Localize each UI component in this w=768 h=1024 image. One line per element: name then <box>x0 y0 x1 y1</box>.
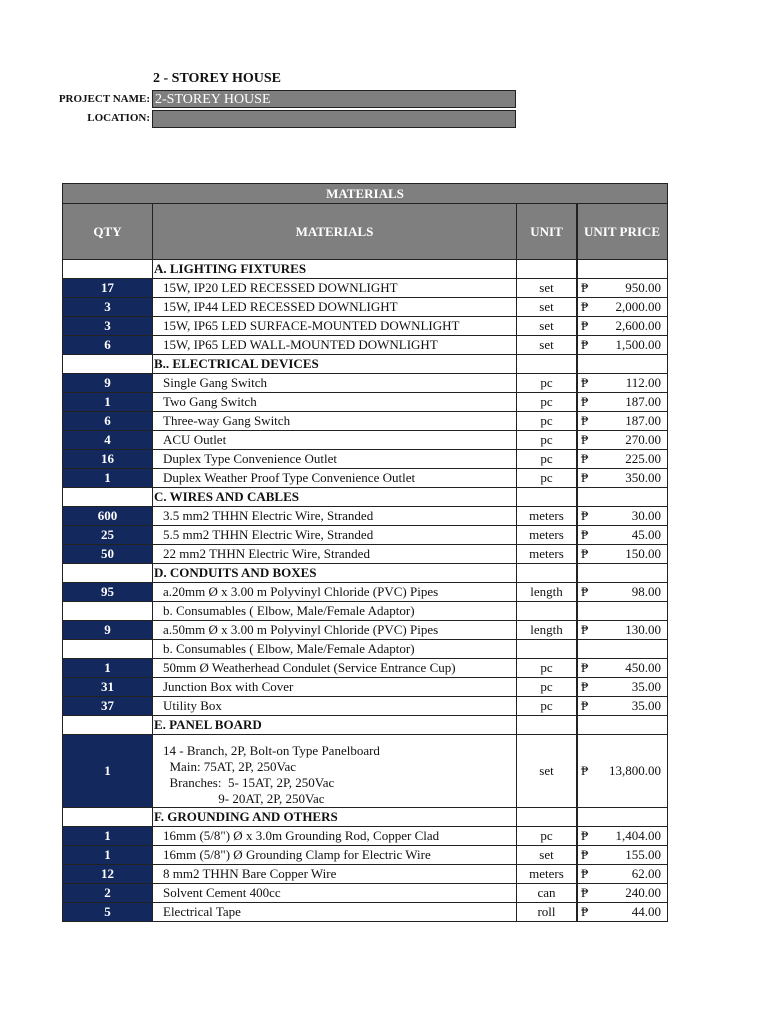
material-description: 8 mm2 THHN Bare Copper Wire <box>153 865 517 883</box>
qty-cell: 37 <box>63 697 153 715</box>
unit-price-value: 2,600.00 <box>615 318 661 333</box>
price-cell <box>578 298 666 316</box>
qty-column-header: QTY <box>63 204 153 259</box>
table-row <box>63 374 667 393</box>
qty-cell: 6 <box>63 336 153 354</box>
material-description: 15W, IP44 LED RECESSED DOWNLIGHT <box>153 298 517 316</box>
table-row <box>63 279 667 298</box>
material-description: b. Consumables ( Elbow, Male/Female Adaptor) <box>153 602 517 620</box>
material-description: Junction Box with Cover <box>153 678 517 696</box>
unit-cell <box>517 564 578 582</box>
section-row <box>63 716 667 735</box>
currency-symbol: ₱ <box>581 337 589 352</box>
unit-price-value: 950.00 <box>625 280 661 295</box>
unit-cell: set <box>517 279 578 297</box>
price-cell <box>578 621 666 639</box>
unit-cell <box>517 640 578 658</box>
price-cell <box>578 374 666 392</box>
unit-price-value: 112.00 <box>625 375 661 390</box>
table-row <box>63 735 667 808</box>
document-title: 2 - STOREY HOUSE <box>153 71 281 86</box>
section-label: D. CONDUITS AND BOXES <box>153 564 517 582</box>
currency-symbol: ₱ <box>581 318 589 333</box>
currency-symbol: ₱ <box>581 828 589 843</box>
unit-cell: pc <box>517 393 578 411</box>
currency-symbol: ₱ <box>581 763 589 778</box>
price-cell <box>578 716 666 734</box>
unit-cell: pc <box>517 412 578 430</box>
unit-column-header: UNIT <box>517 204 578 259</box>
table-row <box>63 827 667 846</box>
table-row <box>63 393 667 412</box>
unit-price-value: 13,800.00 <box>609 763 661 778</box>
table-row <box>63 640 667 659</box>
section-row <box>63 355 667 374</box>
unit-cell: length <box>517 621 578 639</box>
qty-cell: 1 <box>63 846 153 864</box>
unit-cell: pc <box>517 374 578 392</box>
price-cell <box>578 317 666 335</box>
currency-symbol: ₱ <box>581 660 589 675</box>
currency-symbol: ₱ <box>581 546 589 561</box>
table-row <box>63 846 667 865</box>
qty-cell: 25 <box>63 526 153 544</box>
material-description-line: Branches: 5- 15AT, 2P, 250Vac <box>163 775 335 790</box>
currency-symbol: ₱ <box>581 508 589 523</box>
material-description: Utility Box <box>153 697 517 715</box>
price-cell <box>578 808 666 826</box>
table-row <box>63 678 667 697</box>
unit-cell: pc <box>517 431 578 449</box>
project-name-label: PROJECT NAME: <box>58 93 150 105</box>
unit-price-value: 2,000.00 <box>615 299 661 314</box>
unit-price-value: 1,500.00 <box>615 337 661 352</box>
qty-cell: 31 <box>63 678 153 696</box>
material-description: a.20mm Ø x 3.00 m Polyvinyl Chloride (PVC) Pipes <box>153 583 517 601</box>
materials-table <box>62 183 668 922</box>
table-row <box>63 621 667 640</box>
qty-cell: 1 <box>63 469 153 487</box>
unit-cell <box>517 355 578 373</box>
unit-price-value: 270.00 <box>625 432 661 447</box>
unit-cell: can <box>517 884 578 902</box>
qty-cell: 1 <box>63 659 153 677</box>
price-cell <box>578 507 666 525</box>
material-description: 5.5 mm2 THHN Electric Wire, Stranded <box>153 526 517 544</box>
price-cell <box>578 827 666 845</box>
qty-cell <box>63 716 153 734</box>
currency-symbol: ₱ <box>581 679 589 694</box>
currency-symbol: ₱ <box>581 622 589 637</box>
project-name-field[interactable]: 2-STOREY HOUSE <box>152 90 516 108</box>
material-description: Electrical Tape <box>153 903 517 921</box>
unit-cell: meters <box>517 507 578 525</box>
unit-cell: pc <box>517 469 578 487</box>
unit-cell: set <box>517 735 578 807</box>
currency-symbol: ₱ <box>581 280 589 295</box>
price-cell <box>578 865 666 883</box>
currency-symbol: ₱ <box>581 375 589 390</box>
material-description: Two Gang Switch <box>153 393 517 411</box>
unit-cell: meters <box>517 526 578 544</box>
qty-cell: 95 <box>63 583 153 601</box>
unit-cell: roll <box>517 903 578 921</box>
qty-cell: 4 <box>63 431 153 449</box>
qty-cell: 5 <box>63 903 153 921</box>
qty-cell <box>63 808 153 826</box>
price-cell <box>578 336 666 354</box>
price-cell <box>578 697 666 715</box>
qty-cell <box>63 640 153 658</box>
table-row <box>63 884 667 903</box>
table-row <box>63 602 667 621</box>
section-label: C. WIRES AND CABLES <box>153 488 517 506</box>
table-row <box>63 865 667 884</box>
unit-price-value: 98.00 <box>631 584 661 599</box>
section-label: A. LIGHTING FIXTURES <box>153 260 517 278</box>
unit-price-value: 44.00 <box>631 904 661 919</box>
table-row <box>63 317 667 336</box>
materials-band: MATERIALS <box>63 183 667 204</box>
material-description: Duplex Type Convenience Outlet <box>153 450 517 468</box>
qty-cell: 17 <box>63 279 153 297</box>
price-cell <box>578 846 666 864</box>
qty-cell: 1 <box>63 393 153 411</box>
unit-price-value: 225.00 <box>625 451 661 466</box>
currency-symbol: ₱ <box>581 885 589 900</box>
material-description-line: 9- 20AT, 2P, 250Vac <box>163 791 325 806</box>
currency-symbol: ₱ <box>581 584 589 599</box>
qty-cell <box>63 260 153 278</box>
material-description: Single Gang Switch <box>153 374 517 392</box>
material-description: b. Consumables ( Elbow, Male/Female Adaptor) <box>153 640 517 658</box>
table-row <box>63 697 667 716</box>
unit-cell: pc <box>517 678 578 696</box>
material-description: Solvent Cement 400cc <box>153 884 517 902</box>
table-row <box>63 526 667 545</box>
price-cell <box>578 602 666 620</box>
material-description: 22 mm2 THHN Electric Wire, Stranded <box>153 545 517 563</box>
currency-symbol: ₱ <box>581 451 589 466</box>
unit-price-value: 30.00 <box>631 508 661 523</box>
unit-price-value: 35.00 <box>631 698 661 713</box>
material-description: 3.5 mm2 THHN Electric Wire, Stranded <box>153 507 517 525</box>
unit-cell: meters <box>517 545 578 563</box>
table-row <box>63 903 667 922</box>
price-cell <box>578 640 666 658</box>
unit-price-value: 62.00 <box>631 866 661 881</box>
unit-cell: pc <box>517 659 578 677</box>
unit-price-value: 45.00 <box>631 527 661 542</box>
qty-cell: 50 <box>63 545 153 563</box>
table-row <box>63 298 667 317</box>
price-cell <box>578 431 666 449</box>
unit-cell: pc <box>517 827 578 845</box>
unit-cell <box>517 716 578 734</box>
table-row <box>63 336 667 355</box>
unit-cell: set <box>517 336 578 354</box>
currency-symbol: ₱ <box>581 698 589 713</box>
unit-cell: meters <box>517 865 578 883</box>
section-label: E. PANEL BOARD <box>153 716 517 734</box>
section-label: B.. ELECTRICAL DEVICES <box>153 355 517 373</box>
unit-price-value: 350.00 <box>625 470 661 485</box>
qty-cell: 12 <box>63 865 153 883</box>
qty-cell: 16 <box>63 450 153 468</box>
qty-cell: 9 <box>63 374 153 392</box>
price-cell <box>578 884 666 902</box>
table-row <box>63 545 667 564</box>
unit-cell <box>517 488 578 506</box>
column-header-row <box>63 204 667 260</box>
price-cell <box>578 903 666 921</box>
price-cell <box>578 659 666 677</box>
section-row <box>63 260 667 279</box>
price-cell <box>578 355 666 373</box>
qty-cell: 3 <box>63 298 153 316</box>
qty-cell: 1 <box>63 735 153 807</box>
unit-price-value: 155.00 <box>625 847 661 862</box>
unit-price-value: 1,404.00 <box>615 828 661 843</box>
currency-symbol: ₱ <box>581 847 589 862</box>
qty-cell: 1 <box>63 827 153 845</box>
material-description: 16mm (5/8") Ø x 3.0m Grounding Rod, Copper Clad <box>153 827 517 845</box>
qty-cell: 2 <box>63 884 153 902</box>
qty-cell: 6 <box>63 412 153 430</box>
price-cell <box>578 393 666 411</box>
unit-cell <box>517 260 578 278</box>
material-description: 16mm (5/8") Ø Grounding Clamp for Electric Wire <box>153 846 517 864</box>
unit-cell: pc <box>517 450 578 468</box>
price-cell <box>578 526 666 544</box>
currency-symbol: ₱ <box>581 413 589 428</box>
material-description: Duplex Weather Proof Type Convenience Outlet <box>153 469 517 487</box>
section-row <box>63 488 667 507</box>
table-row <box>63 659 667 678</box>
currency-symbol: ₱ <box>581 432 589 447</box>
table-row <box>63 469 667 488</box>
table-row <box>63 583 667 602</box>
table-body <box>63 260 667 922</box>
material-description: 50mm Ø Weatherhead Condulet (Service Entrance Cup) <box>153 659 517 677</box>
table-row <box>63 412 667 431</box>
qty-cell: 600 <box>63 507 153 525</box>
unit-price-value: 450.00 <box>625 660 661 675</box>
section-row <box>63 564 667 583</box>
material-description-line: 14 - Branch, 2P, Bolt-on Type Panelboard <box>163 743 380 758</box>
material-description: ACU Outlet <box>153 431 517 449</box>
currency-symbol: ₱ <box>581 394 589 409</box>
unit-cell: set <box>517 298 578 316</box>
unit-price-value: 240.00 <box>625 885 661 900</box>
unit-cell: set <box>517 317 578 335</box>
unit-cell <box>517 602 578 620</box>
material-description <box>153 735 517 807</box>
unit-cell: length <box>517 583 578 601</box>
price-cell <box>578 735 666 807</box>
materials-column-header: MATERIALS <box>153 204 517 259</box>
price-cell <box>578 412 666 430</box>
qty-cell <box>63 564 153 582</box>
material-description: 15W, IP65 LED WALL-MOUNTED DOWNLIGHT <box>153 336 517 354</box>
price-cell <box>578 469 666 487</box>
price-cell <box>578 279 666 297</box>
material-description-line: Main: 75AT, 2P, 250Vac <box>163 759 297 774</box>
price-cell <box>578 564 666 582</box>
price-cell <box>578 545 666 563</box>
qty-cell <box>63 602 153 620</box>
currency-symbol: ₱ <box>581 470 589 485</box>
currency-symbol: ₱ <box>581 904 589 919</box>
location-field[interactable] <box>152 110 516 128</box>
unit-price-value: 150.00 <box>625 546 661 561</box>
unit-price-value: 187.00 <box>625 394 661 409</box>
currency-symbol: ₱ <box>581 527 589 542</box>
unit-price-column-header: UNIT PRICE <box>584 223 660 239</box>
unit-price-value: 130.00 <box>625 622 661 637</box>
unit-price-value: 35.00 <box>631 679 661 694</box>
currency-symbol: ₱ <box>581 299 589 314</box>
unit-cell <box>517 808 578 826</box>
qty-cell: 9 <box>63 621 153 639</box>
material-description: 15W, IP20 LED RECESSED DOWNLIGHT <box>153 279 517 297</box>
unit-cell: pc <box>517 697 578 715</box>
table-row <box>63 431 667 450</box>
section-label: F. GROUNDING AND OTHERS <box>153 808 517 826</box>
section-row <box>63 808 667 827</box>
price-cell <box>578 678 666 696</box>
price-cell <box>578 260 666 278</box>
qty-cell <box>63 355 153 373</box>
location-label: LOCATION: <box>87 112 150 124</box>
table-row <box>63 507 667 526</box>
price-cell <box>578 450 666 468</box>
qty-cell: 3 <box>63 317 153 335</box>
material-description: a.50mm Ø x 3.00 m Polyvinyl Chloride (PVC) Pipes <box>153 621 517 639</box>
unit-price-value: 187.00 <box>625 413 661 428</box>
material-description: 15W, IP65 LED SURFACE-MOUNTED DOWNLIGHT <box>153 317 517 335</box>
material-description: Three-way Gang Switch <box>153 412 517 430</box>
table-row <box>63 450 667 469</box>
qty-cell <box>63 488 153 506</box>
currency-symbol: ₱ <box>581 866 589 881</box>
unit-cell: set <box>517 846 578 864</box>
price-cell <box>578 583 666 601</box>
price-cell <box>578 488 666 506</box>
